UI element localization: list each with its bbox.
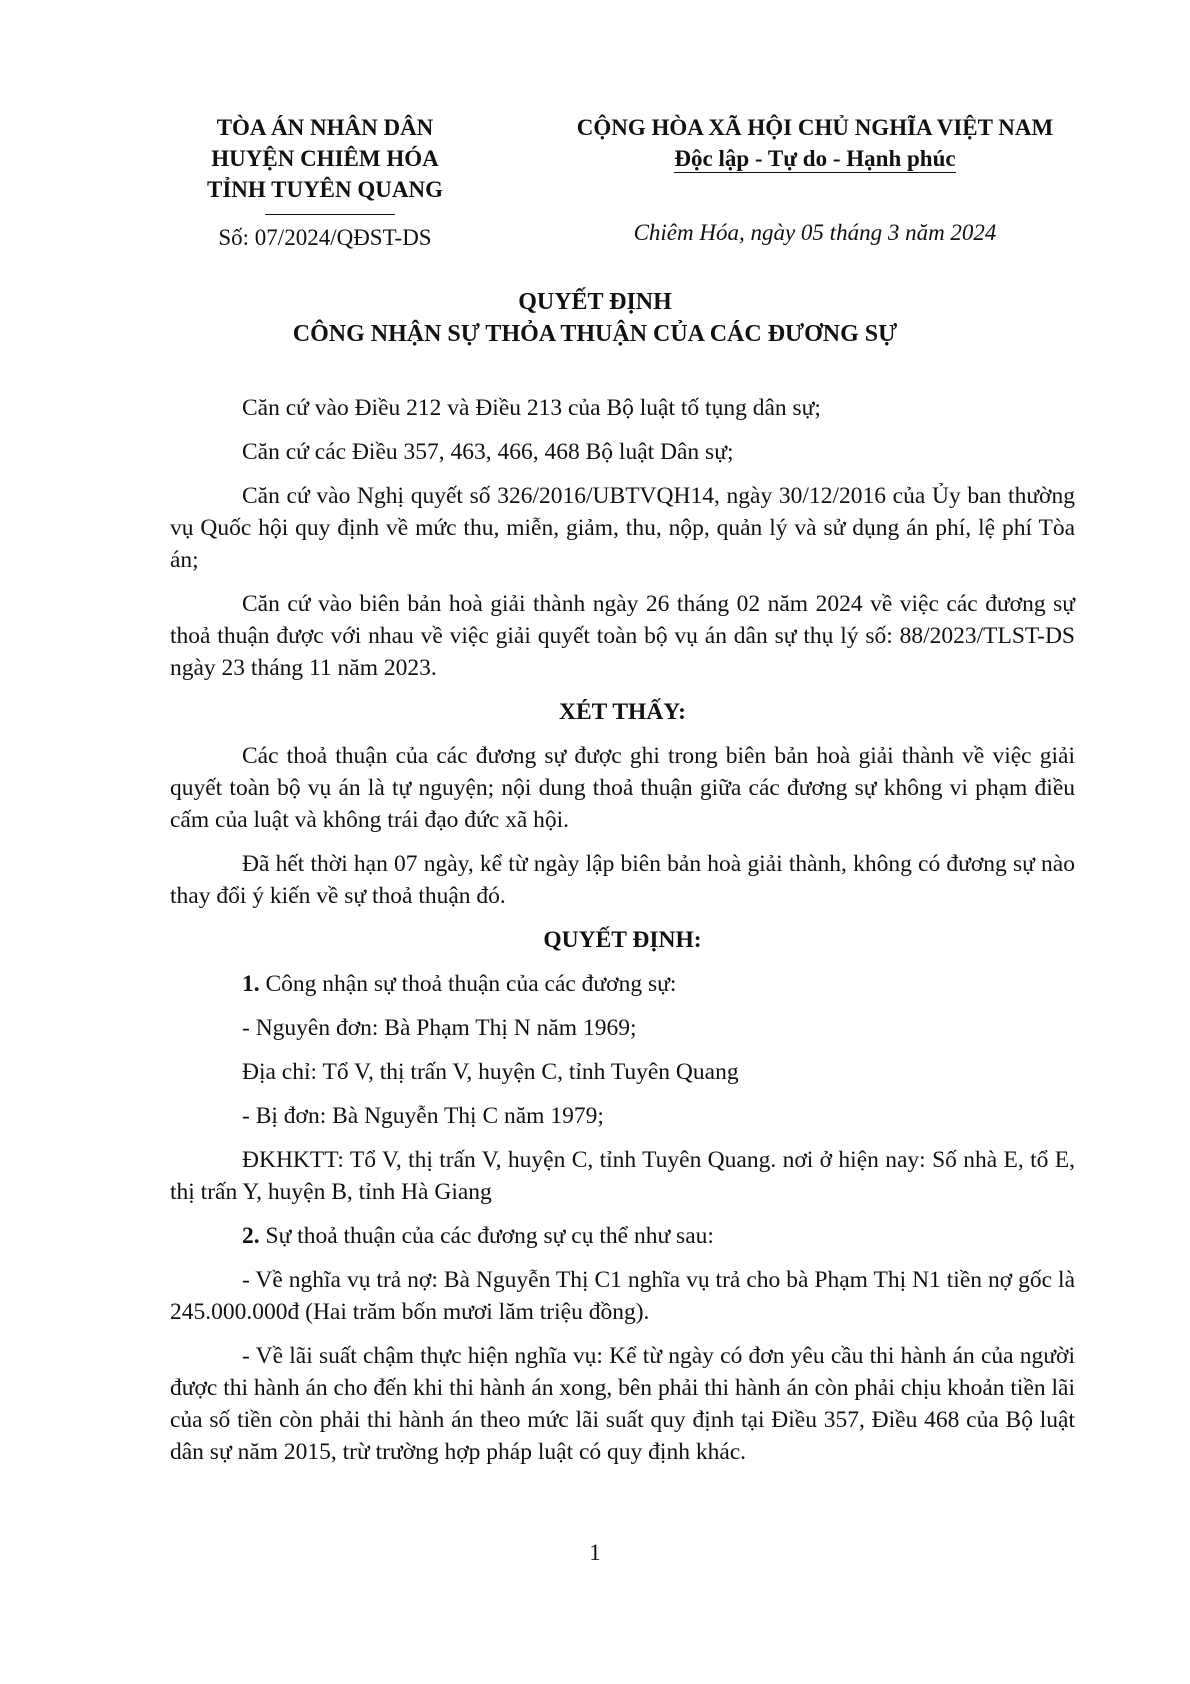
court-name-line-1: TÒA ÁN NHÂN DÂN xyxy=(216,115,434,140)
defendant-address: ĐKHKTT: Tổ V, thị trấn V, huyện C, tỉnh Tuyên Quang. nơi ở hiện nay: Số nhà E, tổ E, thị trấn Y, huyện B, tỉnh Hà Giang xyxy=(170,1147,1075,1205)
national-motto: Độc lập - Tự do - Hạnh phúc xyxy=(674,146,956,171)
item-1-text: Công nhận sự thoả thuận của các đương sự: xyxy=(259,971,677,997)
item-1-number: 1. xyxy=(242,971,260,997)
legal-basis-3: Căn cứ vào Nghị quyết số 326/2016/UBTVQH14, ngày 30/12/2016 của Ủy ban thường vụ Quốc hội quy định về mức thu, miễn, giảm, thu, nộp, quản lý và sử dụng án phí, lệ phí Tòa án; xyxy=(170,483,1075,573)
finding-1: Các thoả thuận của các đương sự được ghi trong biên bản hoà giải thành về việc giải quyết toàn bộ vụ án là tự nguyện; nội dung thoả thuận giữa các đương sự không vi phạm điều cấm của luật và không trái đạo đức xã hội. xyxy=(170,743,1075,833)
plaintiff-address: Địa chỉ: Tổ V, thị trấn V, huyện C, tỉnh Tuyên Quang xyxy=(242,1059,739,1085)
place-date: Chiêm Hóa, ngày 05 tháng 3 năm 2024 xyxy=(633,220,997,245)
decision-item-1 xyxy=(170,968,1075,1000)
late-interest: - Về lãi suất chậm thực hiện nghĩa vụ: Kể từ ngày có đơn yêu cầu thi hành án của người được thi hành án cho đến khi thi hành án xong, bên phải thi hành án còn phải chịu khoản tiền lãi của số tiền còn phải thi hành án theo mức lãi suất quy định tại Điều 357, Điều 468 của Bộ luật dân sự năm 2015, trừ trường hợp pháp luật có quy định khác. xyxy=(170,1343,1075,1465)
national-heading xyxy=(560,112,1070,174)
heading-quyet-dinh: QUYẾT ĐỊNH: xyxy=(543,927,702,953)
court-name-underline xyxy=(265,214,395,215)
debt-obligation: - Về nghĩa vụ trả nợ: Bà Nguyễn Thị C1 nghĩa vụ trả cho bà Phạm Thị N1 tiền nợ gốc là 245.000.000đ (Hai trăm bốn mươi lăm triệu đồng). xyxy=(170,1267,1075,1325)
legal-basis-1: Căn cứ vào Điều 212 và Điều 213 của Bộ luật tố tụng dân sự; xyxy=(242,395,821,421)
court-name-line-3: TỈNH TUYÊN QUANG xyxy=(207,177,443,202)
court-name-line-2: HUYỆN CHIÊM HÓA xyxy=(211,146,439,171)
legal-basis-2: Căn cứ các Điều 357, 463, 466, 468 Bộ luật Dân sự; xyxy=(242,439,734,465)
heading-xet-thay: XÉT THẤY: xyxy=(559,699,686,725)
item-2-text: Sự thoả thuận của các đương sự cụ thể như sau: xyxy=(259,1223,714,1249)
document-title xyxy=(100,286,1090,350)
finding-2: Đã hết thời hạn 07 ngày, kể từ ngày lập biên bản hoà giải thành, không có đương sự nào thay đổi ý kiến về sự thoả thuận đó. xyxy=(170,851,1075,909)
document-body xyxy=(170,392,1075,1480)
legal-basis-4: Căn cứ vào biên bản hoà giải thành ngày 26 tháng 02 năm 2024 về việc các đương sự thoả thuận được với nhau về việc giải quyết toàn bộ vụ án dân sự thụ lý số: 88/2023/TLST-DS ngày 23 tháng 11 năm 2023. xyxy=(170,591,1075,681)
page-number: 1 xyxy=(589,1540,601,1565)
document-number: Số: 07/2024/QĐST-DS xyxy=(218,225,432,250)
defendant: - Bị đơn: Bà Nguyễn Thị C năm 1979; xyxy=(242,1103,604,1129)
title-line-1: QUYẾT ĐỊNH xyxy=(518,289,672,315)
plaintiff: - Nguyên đơn: Bà Phạm Thị N năm 1969; xyxy=(242,1015,637,1041)
national-title: CỘNG HÒA XÃ HỘI CHỦ NGHĨA VIỆT NAM xyxy=(576,115,1054,140)
item-2-number: 2. xyxy=(242,1223,260,1249)
title-line-2: CÔNG NHẬN SỰ THỎA THUẬN CỦA CÁC ĐƯƠNG SỰ xyxy=(292,321,898,347)
decision-item-2 xyxy=(170,1220,1075,1252)
court-name-block xyxy=(150,112,500,205)
